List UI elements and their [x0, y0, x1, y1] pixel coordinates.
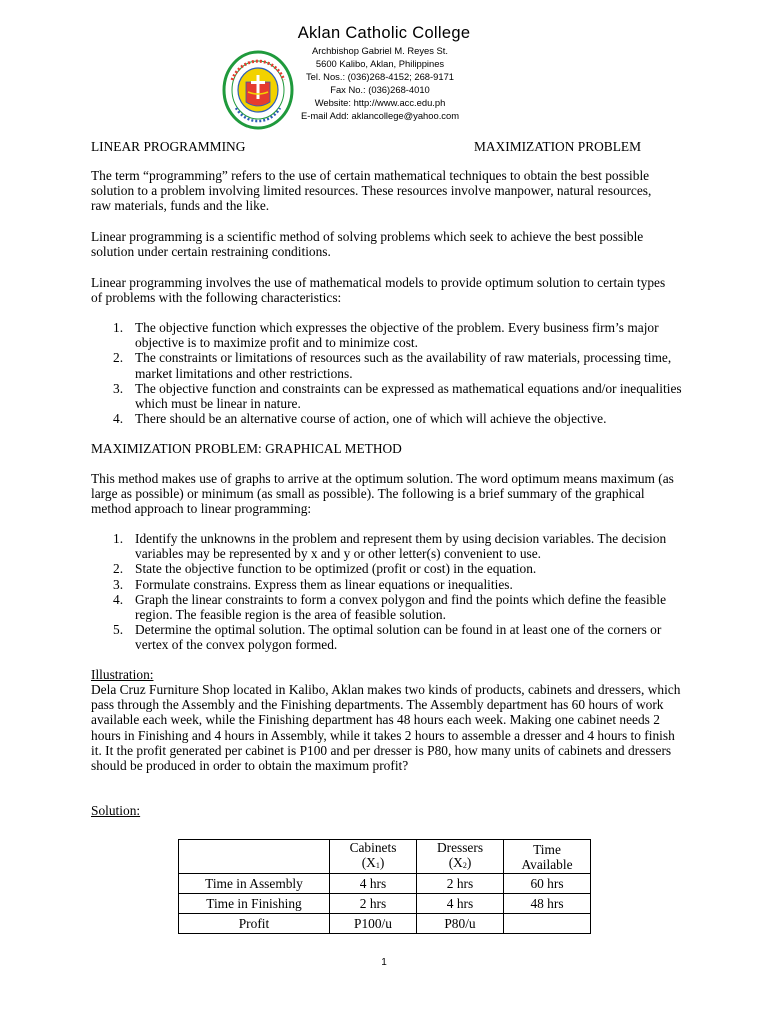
table-cell: Time in Finishing: [179, 894, 330, 914]
list-item: 3. Formulate constrains. Express them as linear equations or inequalities.: [113, 576, 513, 592]
college-name: Aklan Catholic College: [297, 24, 471, 42]
list-item: 3. The objective function and constraints can be expressed as mathematical equations and/or inequalities which must be linear in nature.: [113, 380, 682, 412]
paragraph-method-intro: This method makes use of graphs to arrive at the optimum solution. The word optimum means maximum (as large as possible) or minimum (as small as possible). The following is a brief summary of the graphical method approach to linear programming:: [91, 471, 674, 517]
solution-label: Solution:: [91, 803, 141, 818]
table-header-cell: Dressers $(X_2)$: [417, 840, 504, 874]
table-cell: [504, 914, 591, 934]
table-cell: Profit: [179, 914, 330, 934]
table-cell: P80/u: [417, 914, 504, 934]
steps-list: [91, 531, 691, 653]
paragraph-lp-models: Linear programming involves the use of mathematical models to provide optimum solution to certain types of problems with the following characteristics:: [91, 275, 666, 306]
table-header-cell: Time Available: [504, 840, 591, 874]
table-cell: 48 hrs: [504, 894, 591, 914]
table-cell: 60 hrs: [504, 874, 591, 894]
table-header-row: [179, 840, 591, 874]
table-cell: P100/u: [330, 914, 417, 934]
characteristics-list: [91, 320, 691, 426]
list-item: 4. Graph the linear constraints to form a convex polygon and find the points which define the feasible region. The feasible region is the area of feasible solution.: [113, 591, 667, 623]
list-item: 2. State the objective function to be optimized (profit or cost) in the equation.: [113, 561, 537, 577]
paragraph-programming-definition: The term “programming” refers to the use of certain mathematical techniques to obtain the best possible solution to a problem involving limited resources. These resources involve manpower, natural resources, raw materials, funds and the like.: [91, 168, 652, 214]
section-title: MAXIMIZATION PROBLEM: GRAPHICAL METHOD: [91, 441, 402, 456]
data-table: [178, 839, 591, 934]
list-item: 4. There should be an alternative course of action, one of which will achieve the objective.: [113, 411, 607, 427]
email-line: E-mail Add: aklancollege@yahoo.com: [300, 110, 460, 122]
table-row: [179, 894, 591, 914]
table-cell: Time in Assembly: [179, 874, 330, 894]
table-cell: 2 hrs: [417, 874, 504, 894]
document-heading: [91, 139, 641, 154]
page-number: 1: [381, 957, 387, 968]
list-item: 2. The constraints or limitations of resources such as the availability of raw materials, processing time, market limitations and other restrictions.: [113, 350, 672, 381]
college-address: [230, 44, 530, 123]
heading-right: MAXIMIZATION PROBLEM: [473, 139, 641, 154]
table-cell: 4 hrs: [330, 874, 417, 894]
list-item: 5. Determine the optimal solution. The optimal solution can be found in at least one of the corners or vertex of the convex polygon formed.: [113, 622, 662, 653]
phone-line: Tel. Nos.: (036)268-4152; 268-9171: [305, 71, 454, 83]
table-row: [179, 874, 591, 894]
address-line: 5600 Kalibo, Aklan, Philippines: [315, 58, 445, 70]
paragraph-lp-definition: Linear programming is a scientific method of solving problems which seek to achieve the best possible solution under certain restraining conditions.: [91, 229, 644, 260]
website-line: Website: http://www.acc.edu.ph: [314, 97, 446, 109]
table-row: [179, 914, 591, 934]
table-cell: 2 hrs: [330, 894, 417, 914]
fax-line: Fax No.: (036)268-4010: [330, 84, 430, 96]
table-header-cell: Cabinets $(X_1)$: [330, 840, 417, 874]
table-cell: 4 hrs: [417, 894, 504, 914]
list-item: 1. The objective function which expresses the objective of the problem. Every business firm’s major objective is to maximize profit and to minimize cost.: [113, 320, 659, 351]
table-header-cell: [179, 840, 330, 874]
list-item: 1. Identify the unknowns in the problem and represent them by using decision variables. The decision variables may be represented by x and y or other letter(s) convenient to use.: [113, 531, 667, 562]
address-line: Archbishop Gabriel M. Reyes St.: [312, 45, 448, 56]
heading-left: LINEAR PROGRAMMING: [91, 139, 246, 154]
illustration-label: Illustration:: [91, 667, 154, 682]
illustration-problem: Dela Cruz Furniture Shop located in Kalibo, Aklan makes two kinds of products, cabinets and dressers, which pass through the Assembly and the Finishing departments. The Assembly department has 60 hours of work available each week, while the Finishing department has 48 hours each week. Making one cabinet needs 2 hours in Finishing and 4 hours in Assembly, while it takes 2 hours to assemble a dresser and 4 hours to finish it. It the profit generated per cabinet is P100 and per dresser is P80, how many units of cabinets and dressers should be produced in order to obtain the maximum profit?: [91, 682, 681, 774]
